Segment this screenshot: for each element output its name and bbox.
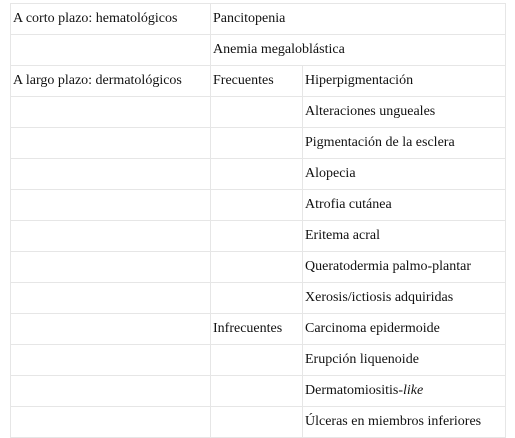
cell-effect: Pigmentación de la esclera — [303, 128, 506, 159]
cell-frequency — [211, 376, 303, 407]
cell-category — [11, 97, 211, 128]
cell-frequency — [211, 190, 303, 221]
cell-effect: Atrofia cutánea — [303, 190, 506, 221]
table-row — [11, 159, 506, 190]
cell-effect: Carcinoma epidermoide — [303, 314, 506, 345]
cell-effect: Úlceras en miembros inferiores — [303, 407, 506, 438]
cell-category — [11, 283, 211, 314]
table-row — [11, 128, 506, 159]
cell-category — [11, 314, 211, 345]
cell-frequency — [211, 128, 303, 159]
cell-effect: Alteraciones ungueales — [303, 97, 506, 128]
cell-effect: Anemia megaloblástica — [211, 35, 506, 66]
cell-effect: Hiperpigmentación — [303, 66, 506, 97]
table-row — [11, 407, 506, 438]
cell-category: A corto plazo: hematológicos — [11, 4, 211, 35]
table-row — [11, 4, 506, 35]
table-row — [11, 314, 506, 345]
cell-effect: Queratodermia palmo-plantar — [303, 252, 506, 283]
cell-frequency — [211, 407, 303, 438]
cell-category — [11, 221, 211, 252]
cell-effect: Pancitopenia — [211, 4, 506, 35]
cell-frequency — [211, 221, 303, 252]
table-row — [11, 221, 506, 252]
table-row — [11, 190, 506, 221]
cell-category — [11, 345, 211, 376]
table-row — [11, 252, 506, 283]
table-row — [11, 66, 506, 97]
cell-frequency — [211, 97, 303, 128]
cell-frequency: Infrecuentes — [211, 314, 303, 345]
cell-category — [11, 190, 211, 221]
table-container — [10, 3, 506, 438]
cell-category — [11, 252, 211, 283]
table-row — [11, 283, 506, 314]
cell-frequency: Frecuentes — [211, 66, 303, 97]
cell-frequency — [211, 283, 303, 314]
cell-effect: Eritema acral — [303, 221, 506, 252]
cell-effect: Erupción liquenoide — [303, 345, 506, 376]
cell-category — [11, 159, 211, 190]
table-row — [11, 376, 506, 407]
table-row — [11, 345, 506, 376]
adverse-effects-table — [10, 3, 506, 438]
cell-frequency — [211, 252, 303, 283]
cell-effect: Xerosis/ictiosis adquiridas — [303, 283, 506, 314]
cell-frequency — [211, 345, 303, 376]
cell-category — [11, 376, 211, 407]
cell-effect — [303, 376, 506, 407]
effect-text: Dermatomiositis- — [305, 383, 403, 398]
cell-category: A largo plazo: dermatológicos — [11, 66, 211, 97]
table-row — [11, 97, 506, 128]
effect-text-italic: like — [403, 383, 424, 398]
cell-category — [11, 407, 211, 438]
cell-category — [11, 35, 211, 66]
table-row — [11, 35, 506, 66]
cell-effect: Alopecia — [303, 159, 506, 190]
cell-frequency — [211, 159, 303, 190]
cell-category — [11, 128, 211, 159]
